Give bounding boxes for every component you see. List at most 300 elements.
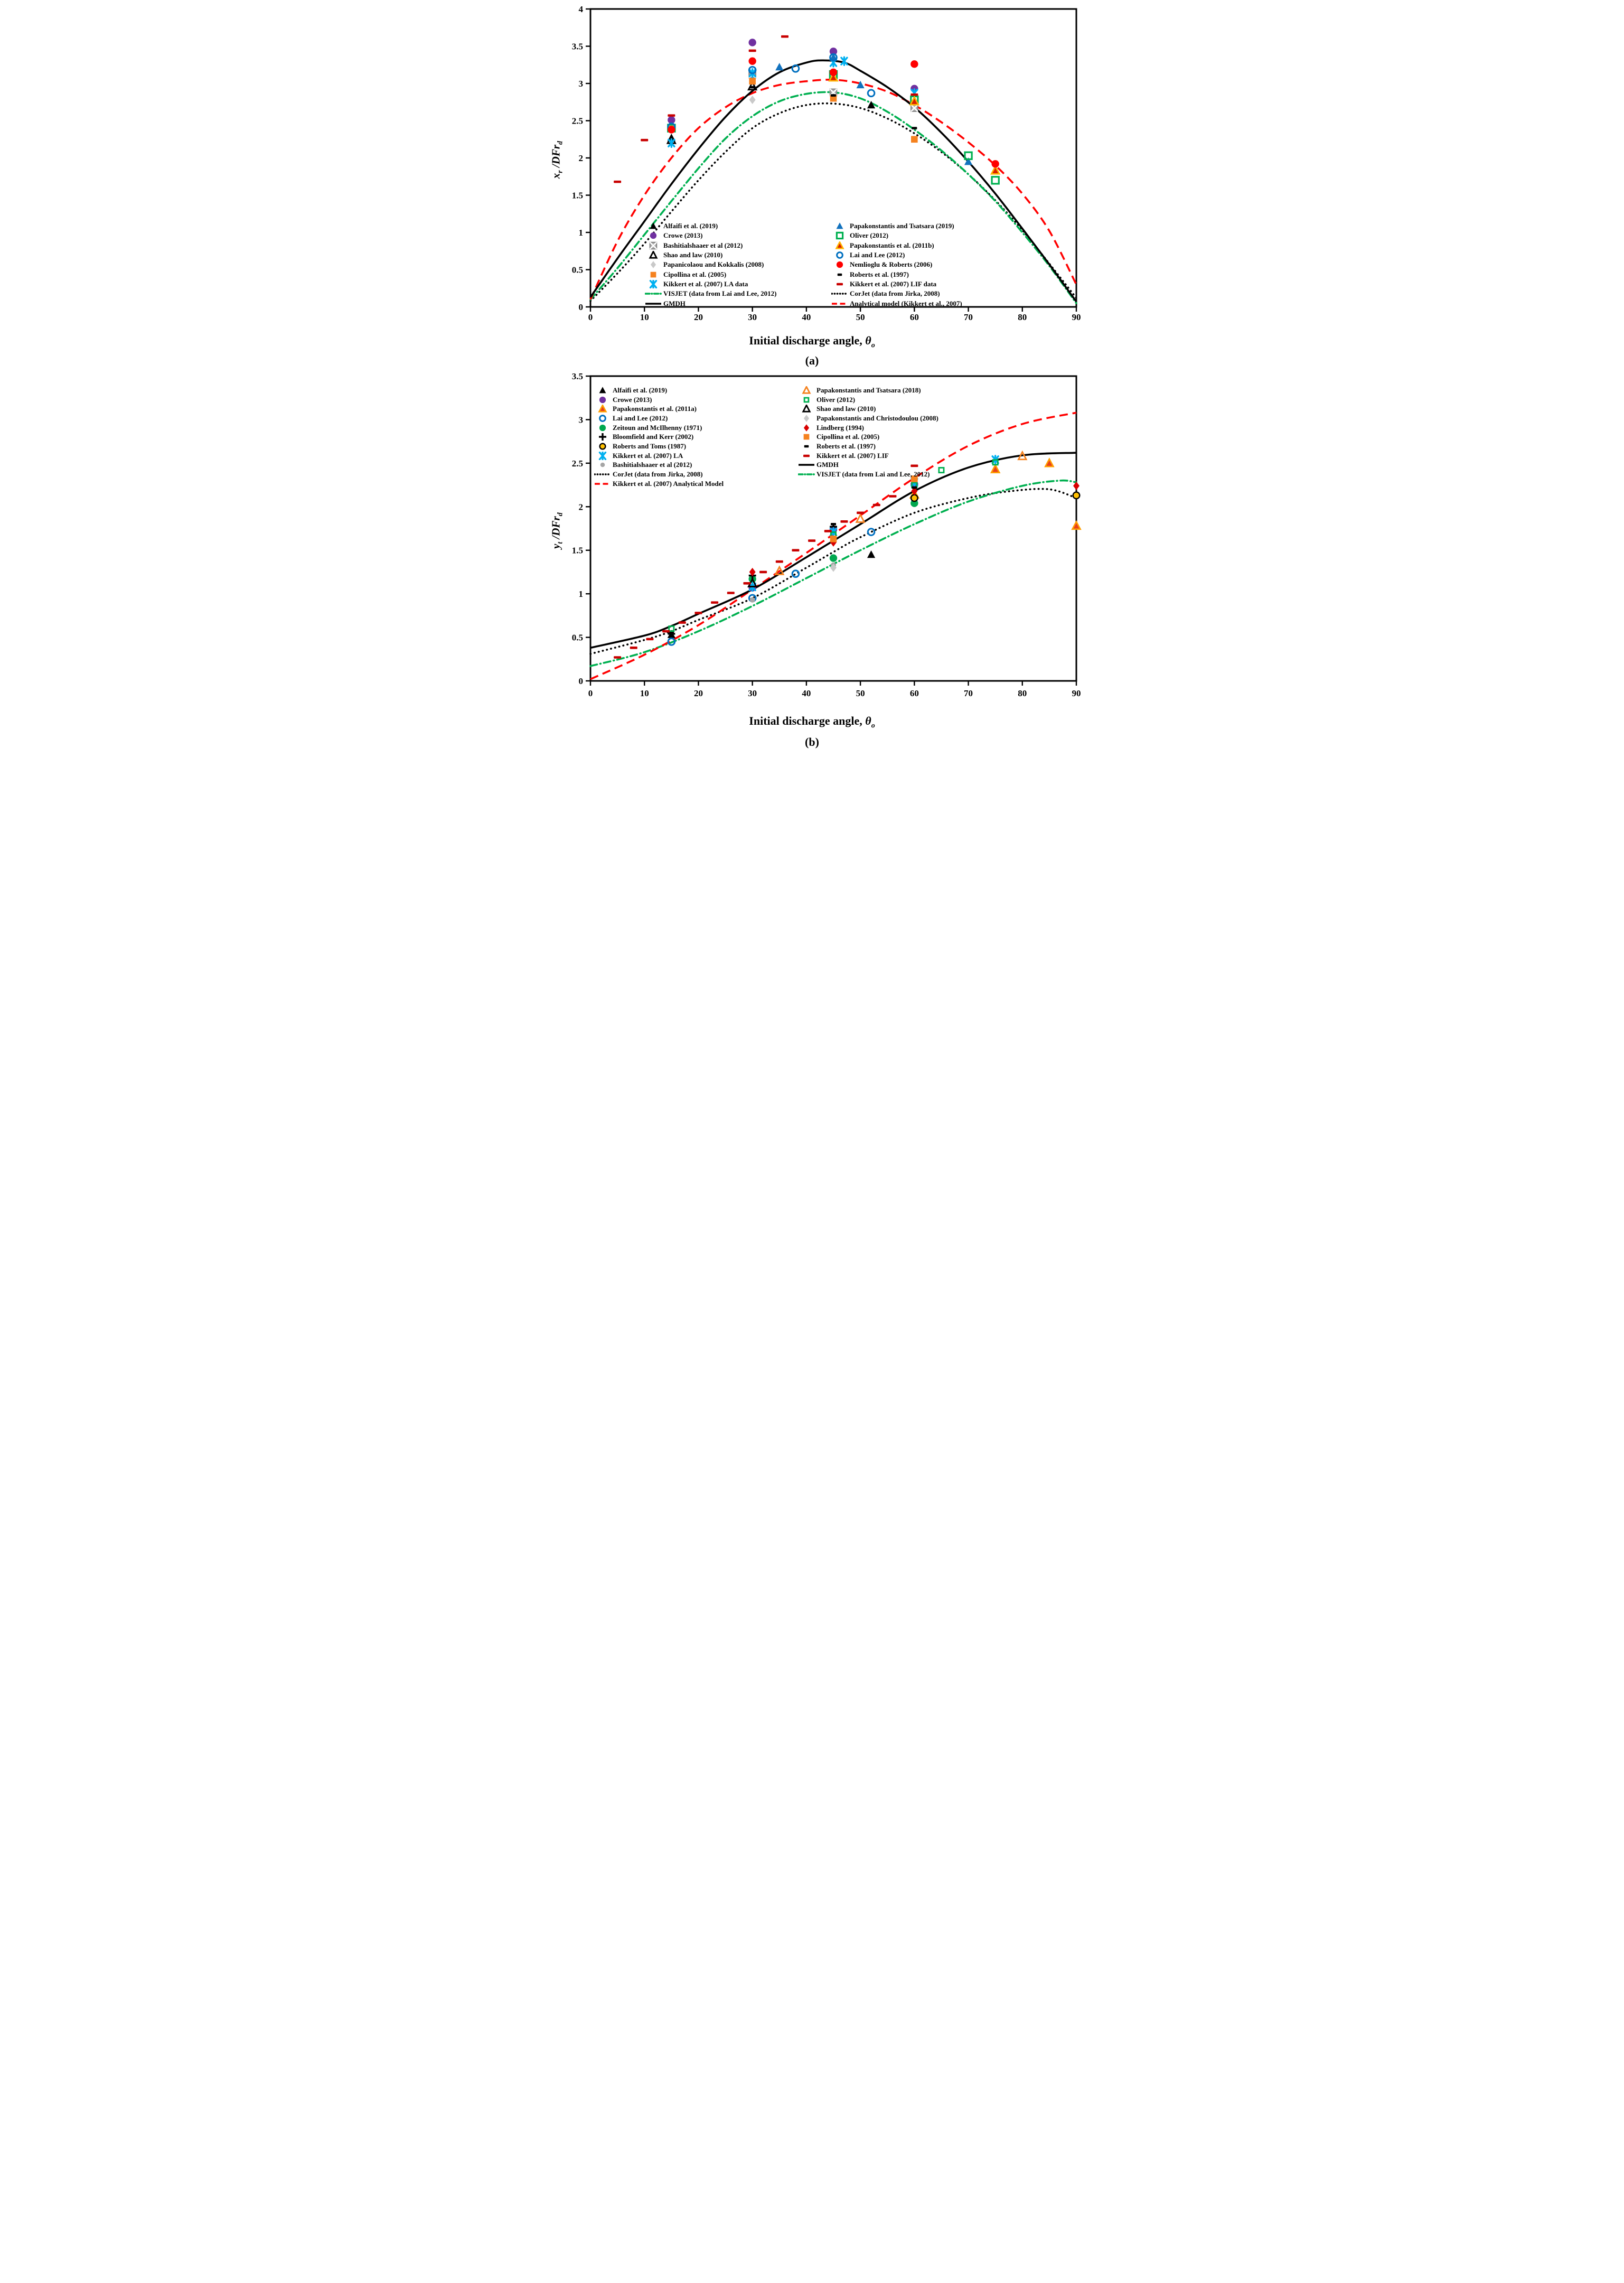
tri-marker: [837, 222, 843, 229]
legend-icon: [798, 470, 815, 479]
legend-label: Oliver (2012): [816, 395, 856, 404]
legend-label: Shao and law (2010): [816, 405, 876, 413]
series-alfaifi: [668, 101, 875, 141]
legend-item: [798, 432, 938, 442]
legend-label: Papakonstantis et al. (2011b): [850, 241, 934, 249]
legend-item: [798, 404, 938, 414]
legend-item: [645, 269, 776, 279]
dash-marker: [662, 630, 670, 633]
cipollina-marker-icon: [798, 433, 815, 441]
dash-marker: [641, 139, 648, 142]
dash-marker: [831, 523, 836, 526]
legend-item: [798, 414, 938, 423]
legend-label: Alfaifi et al. (2019): [613, 386, 668, 394]
bash_c-marker-icon: [594, 461, 611, 469]
legend-icon: [645, 231, 662, 240]
legend-icon: [594, 424, 611, 432]
circle-marker: [830, 554, 837, 562]
legend-item: [645, 298, 776, 308]
bloomfield-marker-icon: [594, 433, 611, 441]
legend-icon: [594, 442, 611, 451]
corjet-line-icon: [594, 470, 611, 479]
legend-icon: [831, 231, 848, 240]
dash-marker: [727, 592, 735, 594]
legend-item: [594, 386, 724, 395]
boxtimes-marker: [650, 242, 657, 249]
square-open-marker: [992, 177, 999, 184]
legend-item: [798, 451, 938, 461]
x-tick-label: 40: [802, 688, 811, 698]
bash-marker-icon: [645, 241, 662, 250]
legend-item: [831, 269, 962, 279]
legend-item: [831, 289, 962, 298]
dash-marker: [889, 495, 896, 498]
legend-icon: [831, 241, 848, 250]
legend-icon: [594, 470, 611, 479]
y-tick-label: 3.5: [571, 41, 583, 52]
legend-item: [831, 250, 962, 260]
legend-icon: [645, 260, 662, 269]
legend-label: Alfaifi et al. (2019): [663, 222, 718, 230]
x-tick-label: 40: [802, 312, 811, 322]
legend-icon: [594, 405, 611, 413]
dash-marker: [776, 560, 783, 563]
dash-marker: [831, 94, 836, 97]
legend-item: [831, 279, 962, 289]
legend-item: [594, 432, 724, 442]
y-tick-label: 2.5: [571, 458, 583, 469]
series-tsatsara19: [775, 53, 972, 165]
lai-marker-icon: [594, 414, 611, 423]
x-tick-label: 50: [856, 688, 865, 698]
legend-label: Kikkert et al. (2007) LA data: [663, 279, 748, 288]
legend-label: GMDH: [816, 461, 839, 469]
x-tick-label: 30: [748, 688, 757, 698]
y-tick-label: 1: [578, 228, 583, 238]
legend-item: [645, 231, 776, 240]
dash-marker: [803, 454, 810, 457]
legend-item: [594, 470, 724, 479]
dash-marker: [781, 35, 788, 38]
legend-icon: [594, 414, 611, 423]
legend-a-left-column: [645, 221, 776, 308]
tri-marker: [1072, 522, 1080, 529]
y-tick-label: 0.5: [571, 265, 583, 275]
tri-marker: [867, 550, 875, 558]
diamond-marker: [804, 424, 809, 432]
series-lai: [668, 529, 875, 645]
dash-marker: [837, 283, 843, 286]
legend-label: Cipollina et al. (2005): [816, 433, 880, 441]
legend-item: [594, 461, 724, 470]
legend-icon: [594, 433, 611, 441]
y-tick-label: 3: [578, 79, 583, 89]
legend-icon: [594, 386, 611, 395]
visjet-line-icon: [645, 289, 662, 298]
legend-item: [594, 442, 724, 451]
dash-marker: [679, 621, 686, 624]
shao-marker-icon: [645, 251, 662, 259]
legend-item: [831, 231, 962, 240]
x-tick-label: 90: [1072, 312, 1081, 322]
legend-item: [831, 298, 962, 308]
tri-marker: [837, 242, 843, 248]
legend-label: Roberts et al. (1997): [850, 270, 909, 278]
legend-icon: [831, 270, 848, 279]
legend-label: Lai and Lee (2012): [850, 251, 905, 259]
tri-open-marker: [775, 567, 783, 574]
corjet-line-icon: [831, 289, 848, 298]
panel-b-caption: (b): [805, 735, 819, 748]
legend-label: Shao and law (2010): [663, 251, 723, 259]
legend-label: Papakonstantis et al. (2011a): [613, 405, 697, 413]
square-marker: [651, 272, 656, 277]
legend-icon: [645, 270, 662, 279]
panel-a: [541, 0, 1083, 373]
legend-icon: [645, 300, 662, 308]
roberts_toms-marker-icon: [594, 442, 611, 451]
panel-a-chart: [541, 0, 1083, 373]
analytical-line-icon: [831, 300, 848, 308]
legend-label: Bashitialshaaer et al (2012): [663, 241, 743, 249]
x-tick-label: 30: [748, 312, 757, 322]
tri-marker: [991, 465, 999, 472]
visjet-line-icon: [798, 470, 815, 479]
circle-marker: [910, 60, 918, 68]
tri-open-marker: [1018, 452, 1026, 460]
legend-label: Bashitialshaaer et al (2012): [613, 461, 692, 469]
legend-label: Oliver (2012): [850, 231, 889, 240]
legend-icon: [594, 396, 611, 404]
dash-marker: [873, 504, 880, 507]
legend-a-right-column: [831, 221, 962, 308]
figure-page: [541, 0, 1083, 761]
pk_christ-marker-icon: [798, 414, 815, 423]
cipollina-marker-icon: [645, 270, 662, 279]
legend-item: [594, 395, 724, 405]
legend-icon: [645, 251, 662, 259]
lif-marker-icon: [831, 280, 848, 288]
legend-item: [798, 395, 938, 405]
x-tick-label: 80: [1018, 312, 1027, 322]
legend-item: [594, 423, 724, 433]
crowe-marker-icon: [645, 231, 662, 240]
tri-open-marker: [650, 251, 656, 258]
y-axis-title-a: $x_r$ /DFr$_d$: [549, 141, 565, 179]
circle-marker: [837, 261, 843, 268]
legend-icon: [798, 424, 815, 432]
pk2011a-marker-icon: [594, 405, 611, 413]
y-tick-label: 3.5: [571, 373, 583, 381]
legend-label: Roberts and Toms (1987): [613, 442, 687, 450]
dash-marker: [694, 612, 702, 614]
dash-marker: [840, 520, 848, 523]
legend-icon: [594, 480, 611, 488]
square-marker: [804, 434, 810, 440]
legend-item: [594, 479, 724, 489]
dash-marker: [857, 512, 864, 514]
y-tick-label: 2.5: [571, 116, 583, 126]
legend-icon: [798, 442, 815, 451]
x-tick-label: 50: [856, 312, 865, 322]
legend-item: [645, 260, 776, 269]
tsatsara19-marker-icon: [831, 222, 848, 230]
x-tick-label: 60: [909, 312, 919, 322]
dash-marker: [749, 50, 756, 52]
legend-item: [798, 442, 938, 451]
legend-label: Crowe (2013): [613, 395, 652, 404]
circle-open-marker: [600, 416, 606, 422]
y-tick-label: 1: [578, 589, 583, 600]
gmdh-line-icon: [645, 300, 662, 308]
nemlioglu-marker-icon: [831, 260, 848, 269]
x-tick-label: 80: [1018, 688, 1027, 698]
legend-label: Kikkert et al. (2007) LIF data: [850, 279, 937, 288]
panel-b: [541, 373, 1083, 761]
circle-marker: [748, 58, 756, 65]
legend-item: [831, 221, 962, 231]
legend-label: Nemlioglu & Roberts (2006): [850, 260, 933, 269]
legend-label: Kikkert et al. (2007) LIF: [816, 451, 889, 460]
legend-label: GMDH: [663, 299, 686, 307]
legend-label: Lindberg (1994): [816, 423, 864, 432]
y-tick-label: 0.5: [571, 632, 583, 643]
circle-marker: [650, 232, 656, 239]
circle-marker: [748, 39, 756, 46]
pk2011b-marker-icon: [831, 241, 848, 250]
square-open-sm-marker: [939, 467, 944, 472]
ast-marker: [600, 452, 606, 460]
circle-sm-marker: [600, 463, 605, 467]
lai-marker-icon: [831, 251, 848, 259]
legend-icon: [645, 222, 662, 230]
legend-icon: [798, 405, 815, 413]
x-tick-label: 0: [588, 312, 593, 322]
y-tick-label: 3: [578, 415, 583, 425]
tri-marker: [650, 222, 657, 229]
dash-marker: [614, 181, 621, 183]
legend-item: [594, 414, 724, 423]
y-tick-label: 4: [578, 4, 583, 14]
dash-marker: [808, 539, 815, 542]
tri-marker: [1045, 459, 1053, 466]
y-tick-label: 1.5: [571, 190, 583, 201]
legend-icon: [594, 461, 611, 469]
legend-item: [798, 386, 938, 395]
y-tick-label: 0: [578, 302, 583, 312]
dash-marker: [743, 582, 750, 585]
series-lif: [614, 35, 918, 183]
dash-marker: [614, 656, 621, 659]
legend-icon: [831, 222, 848, 230]
legend-item: [831, 260, 962, 269]
x-tick-label: 0: [588, 688, 593, 698]
legend-item: [798, 470, 938, 479]
legend-label: Papakonstantis and Christodoulou (2008): [816, 414, 938, 422]
x-axis-title-b: Initial discharge angle, $\theta_o$: [749, 714, 875, 730]
x-tick-label: 60: [909, 688, 919, 698]
dash-marker: [792, 549, 799, 551]
circle-open-marker: [837, 252, 843, 258]
legend-item: [798, 423, 938, 433]
x-tick-label: 20: [693, 688, 703, 698]
curve-visjet: [590, 481, 1076, 666]
circle-sm-marker: [750, 597, 755, 603]
oliver-marker-icon: [798, 396, 815, 404]
series-roberts97: [669, 486, 917, 634]
legend-label: Crowe (2013): [663, 231, 703, 240]
alfaifi-marker-icon: [594, 386, 611, 395]
oliver-marker-icon: [831, 231, 848, 240]
x-tick-label: 10: [640, 312, 649, 322]
legend-icon: [798, 433, 815, 441]
legend-label: VISJET (data from Lai and Lee, 2012): [816, 470, 930, 479]
circle-open-marker: [792, 570, 799, 577]
x-tick-label: 10: [640, 688, 649, 698]
square-marker: [911, 136, 918, 143]
y-tick-label: 1.5: [571, 545, 583, 556]
crowe-marker-icon: [594, 396, 611, 404]
y-tick-label: 2: [578, 153, 583, 163]
dash-marker: [912, 486, 917, 489]
legend-label: Cipollina et al. (2005): [663, 270, 727, 278]
circle-marker: [599, 396, 606, 403]
tri-open-marker: [803, 387, 810, 393]
dash-marker: [630, 647, 637, 649]
shao-marker-icon: [798, 405, 815, 413]
legend-label: Bloomfield and Kerr (2002): [613, 433, 694, 441]
legend-icon: [645, 280, 662, 288]
legend-icon: [831, 251, 848, 259]
series-crowe: [668, 39, 918, 124]
y-tick-label: 0: [578, 676, 583, 686]
tri-marker: [775, 63, 783, 70]
x-tick-label: 70: [964, 312, 973, 322]
analytical-line-icon: [594, 480, 611, 488]
series-lif: [614, 465, 918, 659]
legend-item: [645, 241, 776, 250]
legend-b-right-column: [798, 386, 938, 479]
kikkert_la-marker-icon: [594, 452, 611, 460]
circle-marker: [668, 126, 675, 133]
dash-marker: [668, 114, 675, 117]
legend-item: [645, 289, 776, 298]
square-open-marker: [837, 233, 842, 239]
ast-marker: [651, 280, 656, 288]
boxtimes-marker: [911, 105, 918, 111]
roberts97-marker-icon: [831, 270, 848, 279]
legend-label: Zeitoun and McIlhenny (1971): [613, 423, 702, 432]
legend-icon: [645, 289, 662, 298]
circle-open-marker: [868, 90, 875, 97]
legend-icon: [798, 386, 815, 395]
square-open-sm-marker: [804, 398, 809, 402]
legend-label: Papakonstantis and Tsatsara (2018): [816, 386, 921, 394]
dash-marker: [759, 571, 767, 574]
circle-marker: [991, 160, 999, 167]
lif-marker-icon: [798, 452, 815, 460]
legend-icon: [831, 280, 848, 288]
plus-marker: [599, 433, 606, 441]
tri-marker: [599, 387, 606, 393]
legend-item: [594, 451, 724, 461]
series-papanicolaou: [749, 96, 756, 104]
legend-b-left-column: [594, 386, 724, 489]
legend-item: [645, 279, 776, 289]
legend-item: [594, 404, 724, 414]
tri-marker: [857, 81, 865, 88]
tri-marker: [599, 405, 606, 411]
legend-label: VISJET (data from Lai and Lee, 2012): [663, 289, 777, 298]
legend-icon: [831, 289, 848, 298]
dash-marker: [824, 530, 832, 532]
square-marker: [830, 536, 837, 542]
diamond-marker: [651, 261, 656, 269]
dash-marker: [711, 601, 718, 604]
y-tick-label: 2: [578, 502, 583, 512]
dash-marker: [838, 273, 842, 276]
circle-ring-marker: [600, 444, 606, 450]
legend-icon: [798, 396, 815, 404]
square-open-sm-marker: [669, 626, 674, 631]
panel-a-caption: (a): [805, 354, 819, 367]
legend-icon: [798, 461, 815, 469]
circle-marker: [830, 69, 837, 76]
tsatsara18-marker-icon: [798, 386, 815, 395]
papanicolaou-marker-icon: [645, 260, 662, 269]
legend-icon: [594, 452, 611, 460]
legend-icon: [798, 414, 815, 423]
series-shao: [668, 82, 756, 144]
square-marker: [749, 78, 756, 85]
x-tick-label: 70: [964, 688, 973, 698]
kikkert_la-marker-icon: [645, 280, 662, 288]
tri-open-marker: [857, 514, 865, 522]
legend-icon: [645, 241, 662, 250]
circle-ring-marker: [1073, 492, 1080, 499]
dash-marker: [912, 127, 917, 129]
legend-label: CorJet (data from Jirka, 2008): [613, 470, 703, 479]
circle-marker: [599, 424, 606, 431]
legend-icon: [798, 452, 815, 460]
legend-label: Papakonstantis and Tsatsara (2019): [850, 222, 954, 230]
tri-open-marker: [803, 405, 810, 411]
legend-item: [831, 241, 962, 250]
roberts97-marker-icon: [798, 442, 815, 451]
legend-label: Kikkert et al. (2007) Analytical Model: [613, 479, 724, 488]
diamond-marker: [749, 96, 756, 104]
x-tick-label: 20: [693, 312, 703, 322]
legend-label: Lai and Lee (2012): [613, 414, 668, 422]
legend-item: [798, 461, 938, 470]
legend-label: Roberts et al. (1997): [816, 442, 876, 450]
dash-marker: [804, 445, 809, 448]
legend-label: Papanicolaou and Kokkalis (2008): [663, 260, 764, 269]
series-cipollina: [668, 78, 918, 143]
legend-label: Analytical model (Kikkert et al., 2007): [850, 299, 962, 307]
dash-marker: [750, 86, 755, 89]
dash-marker: [646, 638, 653, 641]
x-axis-title-a: Initial discharge angle, $\theta_o$: [749, 334, 875, 350]
legend-label: CorJet (data from Jirka, 2008): [850, 289, 940, 298]
ast-marker: [841, 57, 847, 65]
zeitoun-marker-icon: [594, 424, 611, 432]
diamond-marker: [804, 415, 809, 422]
lindberg-marker-icon: [798, 424, 815, 432]
x-tick-label: 90: [1072, 688, 1081, 698]
circle-ring-marker: [911, 495, 918, 502]
legend-item: [645, 221, 776, 231]
